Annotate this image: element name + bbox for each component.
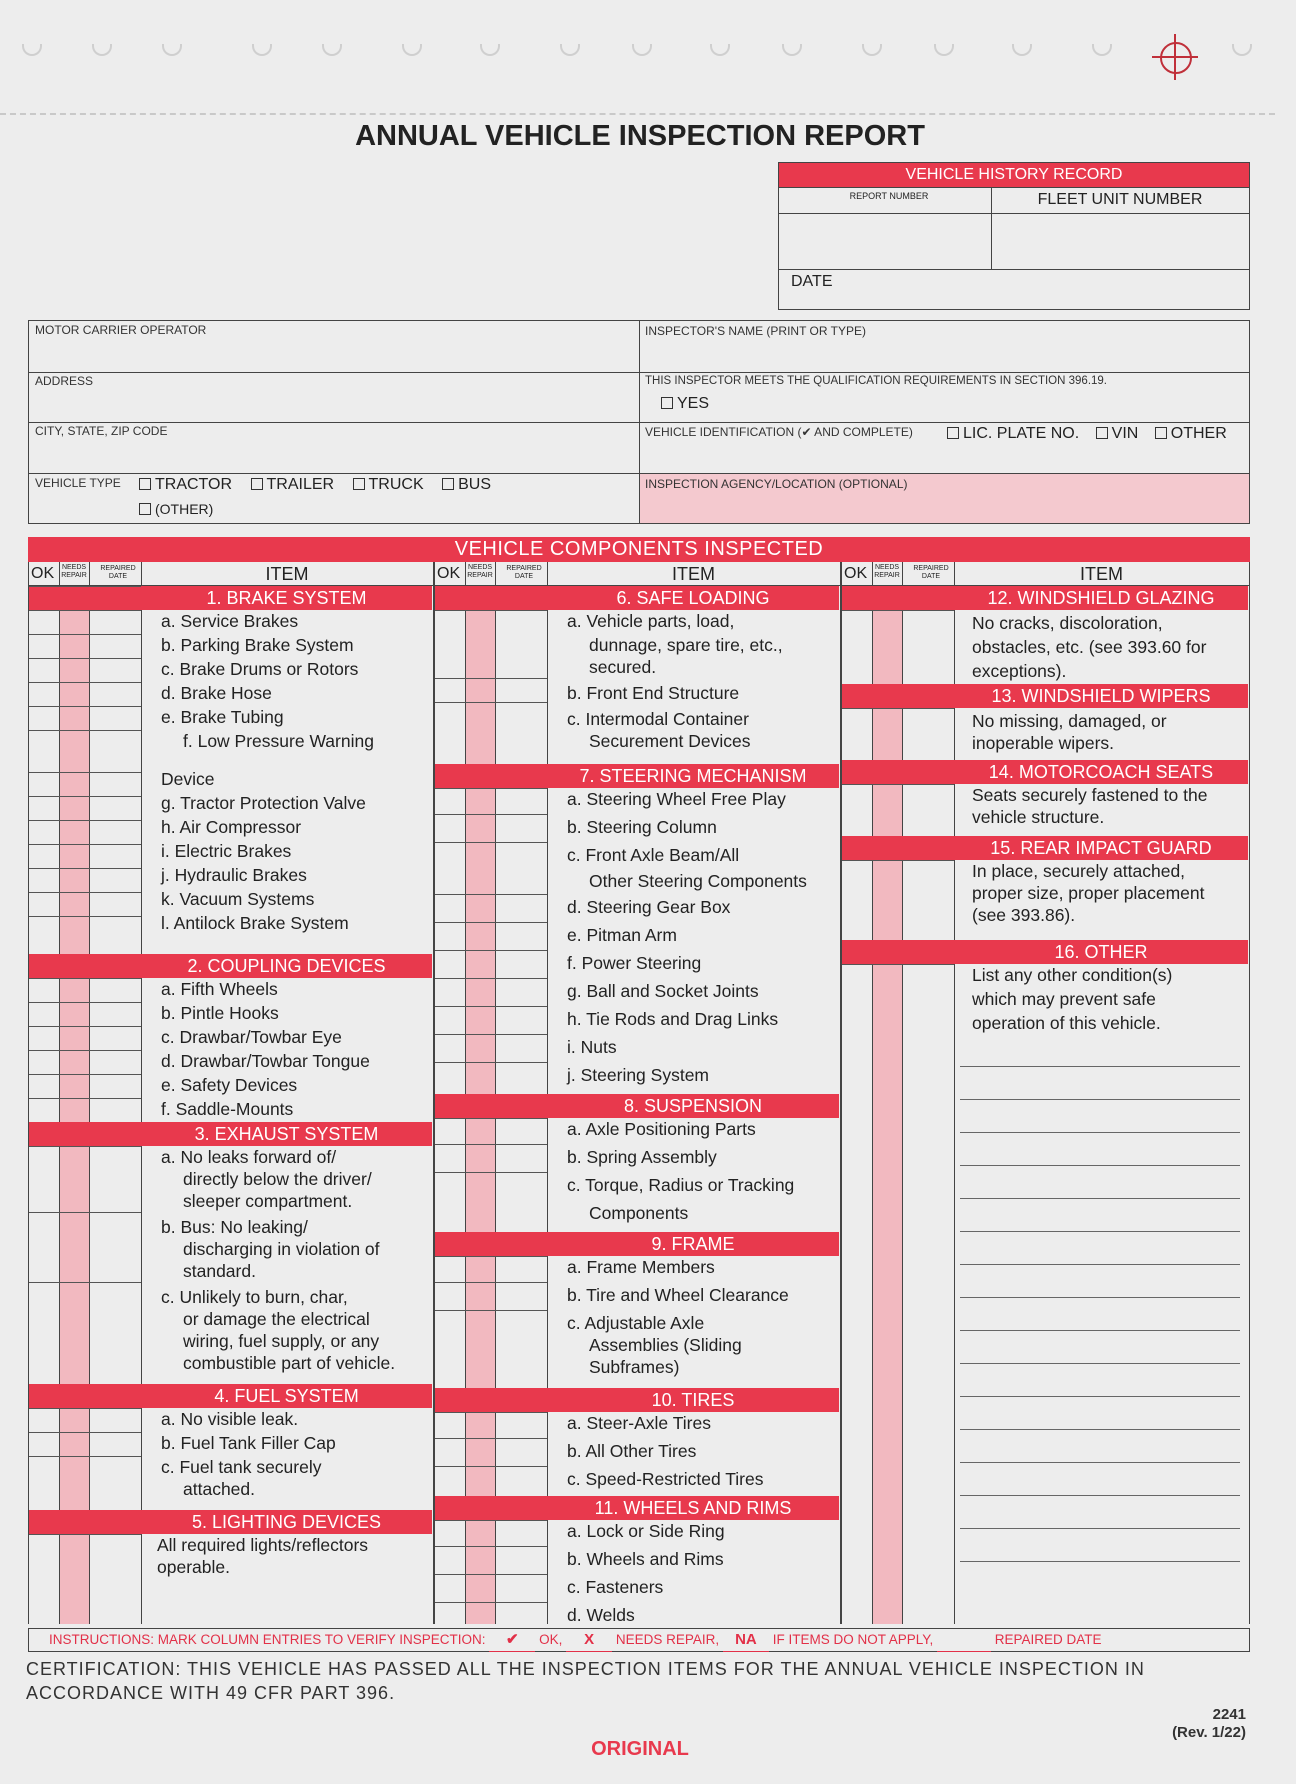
inspector-name-label: INSPECTOR'S NAME (PRINT OR TYPE) — [645, 324, 866, 338]
writing-line[interactable] — [960, 1297, 1240, 1298]
item-label: j. Hydraulic Brakes — [161, 865, 307, 885]
item-label: e. Safety Devices — [161, 1075, 298, 1095]
id-option-lic-plate[interactable] — [947, 425, 1079, 442]
item-label: No missing, damaged, or — [972, 711, 1167, 731]
item-label: c. Adjustable Axle — [567, 1313, 705, 1333]
item-label: operation of this vehicle. — [972, 1013, 1161, 1033]
section-title: 8. SUSPENSION — [623, 1096, 763, 1116]
row-divider — [29, 1456, 141, 1457]
row-divider — [29, 1146, 141, 1147]
checkbox-icon — [251, 478, 263, 490]
item-label: proper size, proper placement — [972, 883, 1205, 903]
row-divider — [29, 1074, 141, 1075]
item-label: i. Electric Brakes — [161, 841, 292, 861]
section-header — [435, 1496, 839, 1520]
item-label: No cracks, discoloration, — [972, 613, 1163, 633]
row-divider — [29, 772, 141, 773]
report-number-field[interactable] — [779, 213, 991, 269]
row-divider — [435, 678, 547, 679]
feed-hole — [22, 44, 42, 56]
writing-line[interactable] — [960, 1528, 1240, 1529]
option-label: OTHER — [1170, 425, 1227, 442]
row-divider — [435, 610, 547, 611]
option-label: TRAILER — [266, 476, 335, 493]
item-label: i. Nuts — [567, 1037, 617, 1057]
instructions-text: INSTRUCTIONS: MARK COLUMN ENTRIES TO VERIFY INSPECTION: — [49, 1632, 486, 1647]
perforation-line — [0, 113, 1275, 115]
checkbox-icon — [947, 427, 959, 439]
item-label: standard. — [183, 1261, 256, 1281]
feed-hole — [934, 44, 954, 56]
vehicle-type-options — [139, 476, 505, 494]
section-title: 4. FUEL SYSTEM — [214, 1386, 359, 1406]
feed-hole — [782, 44, 802, 56]
section-title: 7. STEERING MECHANISM — [579, 766, 807, 786]
item-label: All required lights/reflectors — [157, 1535, 369, 1555]
section-title: 12. WINDSHIELD GLAZING — [987, 588, 1215, 608]
row-divider — [29, 796, 141, 797]
writing-line[interactable] — [960, 1495, 1240, 1496]
qualification-yes[interactable] — [661, 395, 723, 413]
option-label: BUS — [458, 476, 491, 493]
writing-line[interactable] — [960, 1231, 1240, 1232]
section-header — [842, 940, 1248, 964]
row-divider — [435, 1574, 547, 1575]
feed-hole — [480, 44, 500, 56]
row-divider — [29, 978, 141, 979]
option-label: TRUCK — [368, 476, 424, 493]
item-label: b. Spring Assembly — [567, 1147, 717, 1167]
item-label: b. Tire and Wheel Clearance — [567, 1285, 789, 1305]
form-revision: (Rev. 1/22) — [1172, 1724, 1246, 1741]
feed-hole — [162, 44, 182, 56]
row-divider — [435, 814, 547, 815]
row-divider — [29, 1282, 141, 1283]
item-label: discharging in violation of — [183, 1239, 380, 1259]
item-label: Securement Devices — [589, 731, 751, 751]
row-divider — [29, 1098, 141, 1099]
needs-repair-mark: X — [566, 1629, 612, 1652]
motor-carrier-label: MOTOR CARRIER OPERATOR — [35, 323, 207, 337]
instructions-bar — [28, 1628, 1250, 1652]
address-label: ADDRESS — [35, 374, 94, 388]
vehicle-type-other[interactable] — [139, 501, 227, 519]
writing-line[interactable] — [960, 1561, 1240, 1562]
row-divider — [29, 1534, 141, 1535]
fleet-unit-number-label: FLEET UNIT NUMBER — [1037, 191, 1203, 208]
row-divider — [435, 1006, 547, 1007]
item-label: b. Front End Structure — [567, 683, 740, 703]
row-divider — [435, 1062, 547, 1063]
copy-label: ORIGINAL — [591, 1738, 689, 1760]
checkbox-icon — [442, 478, 454, 490]
item-label: c. Speed-Restricted Tires — [567, 1469, 764, 1489]
qualification-label: THIS INSPECTOR MEETS THE QUALIFICATION REQUIREMENTS IN SECTION 396.19. — [645, 375, 1107, 387]
section-header — [842, 760, 1248, 784]
agency-label: INSPECTION AGENCY/LOCATION (OPTIONAL) — [645, 477, 908, 491]
option-label: YES — [677, 395, 710, 412]
components-column-2 — [434, 562, 841, 1624]
report-number-label: REPORT NUMBER — [849, 191, 929, 201]
item-label: c. Fasteners — [567, 1577, 664, 1597]
row-divider — [29, 1026, 141, 1027]
section-header — [29, 1384, 432, 1408]
history-header: VEHICLE HISTORY RECORD — [779, 163, 1249, 187]
item-label: inoperable wipers. — [972, 733, 1115, 753]
section-title: 2. COUPLING DEVICES — [187, 956, 386, 976]
section-header — [29, 954, 432, 978]
item-label: a. No visible leak. — [161, 1409, 299, 1429]
item-label: or damage the electrical — [183, 1309, 370, 1329]
row-divider — [29, 1408, 141, 1409]
feed-hole — [862, 44, 882, 56]
item-label: secured. — [589, 657, 657, 677]
section-title: 13. WINDSHIELD WIPERS — [991, 686, 1211, 706]
feed-hole — [1092, 44, 1112, 56]
item-label: a. Lock or Side Ring — [567, 1521, 725, 1541]
row-divider — [435, 922, 547, 923]
feed-hole — [1012, 44, 1032, 56]
section-header — [435, 1388, 839, 1412]
section-title: 14. MOTORCOACH SEATS — [988, 762, 1214, 782]
item-label: h. Tie Rods and Drag Links — [567, 1009, 779, 1029]
section-header — [842, 684, 1248, 708]
vehicle-type-label: VEHICLE TYPE — [35, 476, 121, 490]
row-divider — [435, 1310, 547, 1311]
section-title: 3. EXHAUST SYSTEM — [194, 1124, 379, 1144]
row-divider — [29, 682, 141, 683]
row-divider — [842, 610, 954, 611]
item-label: wiring, fuel supply, or any — [183, 1331, 380, 1351]
item-label: d. Welds — [567, 1605, 635, 1625]
section-header — [29, 1122, 432, 1146]
item-label: (see 393.86). — [972, 905, 1076, 925]
item-label: c. Fuel tank securely — [161, 1457, 322, 1477]
row-divider — [842, 784, 954, 785]
item-label: e. Brake Tubing — [161, 707, 284, 727]
components-column-3 — [841, 562, 1250, 1624]
item-label: b. Fuel Tank Filler Cap — [161, 1433, 336, 1453]
item-label: b. Bus: No leaking/ — [161, 1217, 308, 1237]
row-divider — [435, 702, 547, 703]
item-label: l. Antilock Brake System — [161, 913, 349, 933]
components-column-1 — [28, 562, 434, 1624]
item-label: vehicle structure. — [972, 807, 1105, 827]
needs-repair-shading — [59, 586, 89, 1624]
row-divider — [435, 1466, 547, 1467]
section-header — [842, 836, 1248, 860]
row-divider — [435, 1034, 547, 1035]
writing-line[interactable] — [960, 1066, 1240, 1067]
option-label: LIC. PLATE NO. — [963, 425, 1080, 442]
section-header — [435, 764, 839, 788]
certification-text: CERTIFICATION: THIS VEHICLE HAS PASSED ALL THE INSPECTION ITEMS FOR THE ANNUAL VEHICLE INSPECTION IN ACCORDANCE WITH 49 CFR PART 396. — [26, 1659, 1145, 1703]
ok-mark: ✔ — [489, 1629, 535, 1652]
section-header — [435, 1232, 839, 1256]
feed-hole — [92, 44, 112, 56]
section-title: 1. BRAKE SYSTEM — [206, 588, 367, 608]
row-divider — [435, 788, 547, 789]
item-label: a. Axle Positioning Parts — [567, 1119, 756, 1139]
item-label: attached. — [183, 1479, 255, 1499]
section-header — [29, 1510, 432, 1534]
row-divider — [435, 978, 547, 979]
ok-header: OK — [437, 565, 461, 582]
vehicle-type-trailer[interactable] — [251, 476, 335, 493]
item-label: directly below the driver/ — [183, 1169, 372, 1189]
item-label: b. Pintle Hooks — [161, 1003, 279, 1023]
row-divider — [435, 1546, 547, 1547]
row-divider — [29, 820, 141, 821]
item-header: ITEM — [672, 564, 715, 584]
item-label: f. Power Steering — [567, 953, 702, 973]
ok-header: OK — [31, 565, 55, 582]
needs-repair-header: NEEDS REPAIR — [467, 564, 493, 579]
row-divider — [29, 634, 141, 635]
agency-field[interactable] — [643, 493, 1245, 521]
vehicle-type-tractor[interactable] — [139, 476, 232, 493]
item-label: h. Air Compressor — [161, 817, 302, 837]
section-header — [842, 586, 1248, 610]
ok-header: OK — [844, 565, 868, 582]
repaired-date-header: REPAIRED DATE — [506, 565, 542, 580]
item-label: g. Ball and Socket Joints — [567, 981, 759, 1001]
row-divider — [435, 1256, 547, 1257]
needs-repair-shading — [872, 586, 902, 1624]
writing-line[interactable] — [960, 1330, 1240, 1331]
item-label: Seats securely fastened to the — [972, 785, 1208, 805]
item-label: a. Service Brakes — [161, 611, 299, 631]
item-label: combustible part of vehicle. — [183, 1353, 396, 1373]
row-divider — [842, 964, 954, 965]
row-divider — [842, 860, 954, 861]
na-label: IF ITEMS DO NOT APPLY, — [772, 1632, 934, 1647]
fleet-unit-number-field[interactable] — [991, 213, 1249, 269]
feed-hole — [402, 44, 422, 56]
row-divider — [435, 1520, 547, 1521]
row-divider — [29, 586, 141, 587]
repaired-date-header: REPAIRED DATE — [913, 565, 949, 580]
item-label: c. Brake Drums or Rotors — [161, 659, 359, 679]
item-label: a. Frame Members — [567, 1257, 715, 1277]
registration-target-icon — [1160, 42, 1192, 74]
item-label: Assemblies (Sliding — [589, 1335, 742, 1355]
checkbox-icon — [139, 478, 151, 490]
motor-carrier-field[interactable] — [33, 339, 633, 369]
row-divider — [435, 1602, 547, 1603]
vehicle-id-label: VEHICLE IDENTIFICATION (✔ AND COMPLETE) — [645, 425, 913, 439]
na-mark: NA — [723, 1629, 769, 1652]
checkbox-icon — [1155, 427, 1167, 439]
row-divider — [29, 1050, 141, 1051]
city-state-zip-label: CITY, STATE, ZIP CODE — [35, 424, 168, 438]
row-divider — [29, 610, 141, 611]
feed-hole — [322, 44, 342, 56]
checkbox-icon — [139, 503, 151, 515]
item-label: e. Pitman Arm — [567, 925, 677, 945]
row-divider — [435, 1282, 547, 1283]
item-label: b. All Other Tires — [567, 1441, 697, 1461]
date-field[interactable] — [849, 271, 1245, 307]
item-label: exceptions). — [972, 661, 1067, 681]
repaired-date-blank — [937, 1629, 991, 1652]
item-label: c. Unlikely to burn, char, — [161, 1287, 348, 1307]
row-divider — [29, 1002, 141, 1003]
item-label: List any other condition(s) — [972, 965, 1173, 985]
option-label: (OTHER) — [155, 501, 214, 517]
item-label: sleeper compartment. — [183, 1191, 353, 1211]
repaired-date-label: REPAIRED DATE — [994, 1632, 1102, 1647]
pin-feed-holes — [0, 30, 1296, 70]
item-label: a. No leaks forward of/ — [161, 1147, 337, 1167]
section-title: 6. SAFE LOADING — [616, 588, 770, 608]
section-header — [435, 1094, 839, 1118]
item-label: dunnage, spare tire, etc., — [589, 635, 783, 655]
id-option-vin[interactable] — [1096, 425, 1139, 442]
section-title: 5. LIGHTING DEVICES — [191, 1512, 382, 1532]
checkbox-icon — [353, 478, 365, 490]
row-divider — [435, 950, 547, 951]
item-label: d. Steering Gear Box — [567, 897, 731, 917]
feed-hole — [560, 44, 580, 56]
item-label: which may prevent safe — [972, 989, 1156, 1009]
writing-line[interactable] — [960, 1363, 1240, 1364]
feed-hole — [1232, 44, 1252, 56]
city-state-zip-field[interactable] — [33, 439, 633, 469]
section-title: 16. OTHER — [1054, 942, 1148, 962]
needs-repair-header: NEEDS REPAIR — [874, 564, 900, 579]
item-label: f. Low Pressure Warning — [183, 731, 374, 751]
item-label: a. Fifth Wheels — [161, 979, 278, 999]
address-field[interactable] — [33, 389, 633, 419]
column-header — [842, 562, 1249, 586]
item-label: a. Steer-Axle Tires — [567, 1413, 711, 1433]
row-divider — [435, 842, 547, 843]
row-divider — [29, 658, 141, 659]
item-label: a. Steering Wheel Free Play — [567, 789, 786, 809]
row-divider — [435, 1118, 547, 1119]
column-header — [435, 562, 840, 586]
row-divider — [29, 1212, 141, 1213]
writing-line[interactable] — [960, 1099, 1240, 1100]
item-label: b. Parking Brake System — [161, 635, 354, 655]
item-label: a. Vehicle parts, load, — [567, 611, 735, 631]
section-header — [29, 586, 432, 610]
row-divider — [29, 868, 141, 869]
item-label: Subframes) — [589, 1357, 680, 1377]
vehicle-history-record — [778, 162, 1250, 310]
page-title: ANNUAL VEHICLE INSPECTION REPORT — [355, 120, 925, 152]
writing-line[interactable] — [960, 1396, 1240, 1397]
form-number-value: 2241 — [1212, 1706, 1246, 1723]
column-header — [29, 562, 433, 586]
section-title: 9. FRAME — [651, 1234, 735, 1254]
checkbox-icon — [661, 397, 673, 409]
section-header — [435, 586, 839, 610]
writing-line[interactable] — [960, 1198, 1240, 1199]
id-option-other[interactable] — [1155, 425, 1227, 442]
section-title: 15. REAR IMPACT GUARD — [990, 838, 1212, 858]
option-label: VIN — [1111, 425, 1139, 442]
operator-block — [28, 320, 1250, 524]
item-label: b. Steering Column — [567, 817, 717, 837]
item-label: c. Drawbar/Towbar Eye — [161, 1027, 342, 1047]
row-divider — [29, 892, 141, 893]
item-label: Device — [161, 769, 215, 789]
item-label: d. Brake Hose — [161, 683, 272, 703]
item-label: In place, securely attached, — [972, 861, 1186, 881]
item-label: operable. — [157, 1557, 230, 1577]
ok-label: OK, — [539, 1632, 563, 1647]
repaired-date-header: REPAIRED DATE — [100, 565, 136, 580]
inspector-name-field[interactable] — [643, 339, 1245, 369]
feed-hole — [252, 44, 272, 56]
item-label: c. Front Axle Beam/All — [567, 845, 740, 865]
item-label: d. Drawbar/Towbar Tongue — [161, 1051, 370, 1071]
row-divider — [29, 730, 141, 731]
row-divider — [29, 916, 141, 917]
item-label: b. Wheels and Rims — [567, 1549, 724, 1569]
item-label: k. Vacuum Systems — [161, 889, 315, 909]
section-title: 10. TIRES — [651, 1390, 735, 1410]
needs-repair-label: NEEDS REPAIR, — [615, 1632, 720, 1647]
item-label: g. Tractor Protection Valve — [161, 793, 366, 813]
item-label: Components — [589, 1203, 689, 1223]
writing-line[interactable] — [960, 1429, 1240, 1430]
item-label: Other Steering Components — [589, 871, 807, 891]
item-header: ITEM — [265, 564, 309, 584]
form-number — [1172, 1706, 1246, 1742]
date-label: DATE — [791, 273, 833, 290]
row-divider — [435, 1438, 547, 1439]
vehicle-type-truck[interactable] — [353, 476, 424, 493]
item-label: obstacles, etc. (see 393.60 for — [972, 637, 1207, 657]
row-divider — [29, 1432, 141, 1433]
writing-line[interactable] — [960, 1132, 1240, 1133]
vehicle-id-options — [947, 425, 1227, 443]
feed-hole — [710, 44, 730, 56]
row-divider — [29, 844, 141, 845]
option-label: TRACTOR — [155, 476, 233, 493]
writing-line[interactable] — [960, 1264, 1240, 1265]
row-divider — [435, 894, 547, 895]
row-divider — [842, 708, 954, 709]
item-label: j. Steering System — [567, 1065, 709, 1085]
section-title: 11. WHEELS AND RIMS — [594, 1498, 792, 1518]
row-divider — [29, 706, 141, 707]
row-divider — [435, 1412, 547, 1413]
item-label: c. Torque, Radius or Tracking — [567, 1175, 795, 1195]
row-divider — [435, 1172, 547, 1173]
writing-line[interactable] — [960, 1462, 1240, 1463]
vehicle-type-bus[interactable] — [442, 476, 491, 493]
checkbox-icon — [1096, 427, 1108, 439]
row-divider — [435, 1144, 547, 1145]
components-header: VEHICLE COMPONENTS INSPECTED — [28, 537, 1250, 562]
item-header: ITEM — [1080, 564, 1123, 584]
item-label: f. Saddle-Mounts — [161, 1099, 294, 1119]
feed-hole — [632, 44, 652, 56]
needs-repair-header: NEEDS REPAIR — [61, 564, 87, 579]
item-label: c. Intermodal Container — [567, 709, 749, 729]
writing-line[interactable] — [960, 1165, 1240, 1166]
